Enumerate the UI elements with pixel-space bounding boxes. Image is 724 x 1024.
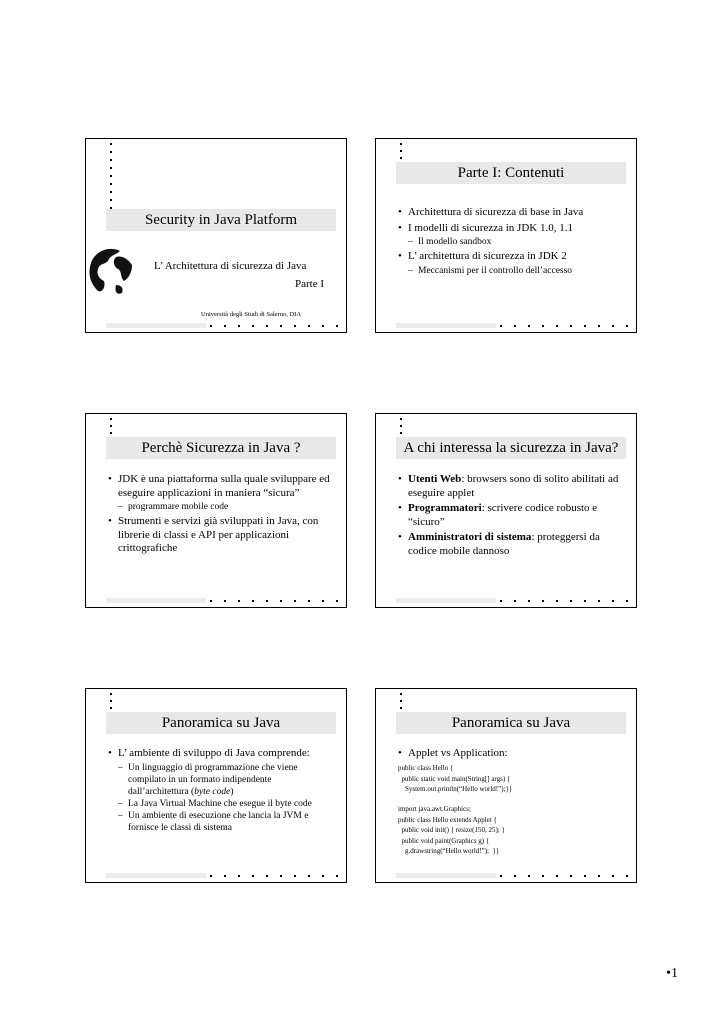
slide-title: A chi interessa la sicurezza in Java? — [403, 440, 619, 456]
sub-item: – Meccanismi per il controllo dell’accesso — [408, 265, 622, 277]
slide-2 — [375, 138, 637, 333]
bullet-item: • Utenti Web: browsers sono di solito abilitati ad eseguire applet — [396, 473, 622, 500]
footer-bar — [106, 598, 206, 603]
slide-4 — [375, 413, 637, 608]
bullet-item: • Programmatori: scrivere codice robusto e “sicuro” — [396, 502, 622, 529]
slide-3 — [85, 413, 347, 608]
footer-dots — [210, 875, 338, 878]
slide-1 — [85, 138, 347, 333]
page-number: •1 — [666, 966, 678, 981]
vertical-dots — [110, 693, 113, 714]
sub-item: – Il modello sandbox — [408, 236, 622, 248]
sub-item: – Un ambiente di esecuzione che lancia la JVM e fornisce le classi di sistema — [118, 810, 332, 834]
globe-icon — [86, 243, 134, 299]
bullet-item: • Applet vs Application: — [396, 747, 622, 761]
bullet-list — [106, 747, 332, 836]
footer-bar — [396, 598, 496, 603]
bullet-item: • Amministratori di sistema: proteggersi da codice mobile dannoso — [396, 531, 622, 558]
slide-6 — [375, 688, 637, 883]
part-label: Parte I — [294, 278, 324, 290]
footer-dots — [210, 325, 338, 328]
sub-item: – programmare mobile code — [118, 501, 332, 513]
bullet-item: • Architettura di sicurezza di base in Java — [396, 206, 622, 220]
bullet-item: • Strumenti e servizi già sviluppati in Java, con librerie di classi e API per applicazioni crittografiche — [106, 515, 332, 556]
bullet-item: • L’ architettura di sicurezza in JDK 2 – Meccanismi per il controllo dell’accesso — [396, 250, 622, 277]
slide-title: Panoramica su Java — [161, 715, 281, 731]
code-block: public class Hello { public static void main(String[] args) { System.out.println(“Hello world!”);}} — [398, 764, 513, 793]
slide-title: Parte I: Contenuti — [457, 165, 565, 181]
footer-dots — [500, 875, 628, 878]
footer-dots — [210, 600, 338, 603]
bullet-item: • I modelli di sicurezza in JDK 1.0, 1.1 – Il modello sandbox — [396, 222, 622, 249]
vertical-dots — [400, 418, 403, 439]
footer-bar — [396, 873, 496, 878]
footer-bar — [396, 323, 496, 328]
footer-bar — [106, 323, 206, 328]
vertical-dots — [400, 693, 403, 714]
university-label: Università degli Studi di Salerno, DIA — [201, 311, 302, 318]
bullet-list — [396, 747, 622, 763]
bullet-item: • L’ ambiente di sviluppo di Java comprende: – Un linguaggio di programmazione che viene compilato in un formato indipendente dall’architettura (byte code) – La Java Virtual Machine che esegue il byte code – Un ambiente di esecuzione che lancia la JVM e fornisce le classi di sistema — [106, 747, 332, 834]
footer-dots — [500, 325, 628, 328]
vertical-dots — [110, 143, 113, 215]
bullet-list — [396, 206, 622, 279]
sub-item: – Un linguaggio di programmazione che viene compilato in un formato indipendente dall’architettura (byte code) — [118, 762, 332, 798]
bullet-item: • JDK è una piattaforma sulla quale sviluppare ed eseguire applicazioni in maniera “sicura” – programmare mobile code — [106, 473, 332, 513]
sub-item: – La Java Virtual Machine che esegue il byte code — [118, 798, 332, 810]
vertical-dots — [110, 418, 113, 439]
slide-subtitle: L’ Architettura di sicurezza di Java — [154, 260, 307, 272]
bullet-list — [106, 473, 332, 558]
code-block: import java.awt.Graphics; public class Hello extends Applet { public void init() { resize(150, 25); } public void paint(Graphics g) { g.drawstring(“Hello world!”); }} — [398, 805, 505, 855]
slide-title: Perchè Sicurezza in Java ? — [141, 440, 301, 456]
bullet-list — [396, 473, 622, 560]
slide-5 — [85, 688, 347, 883]
slide-title: Security in Java Platform — [144, 212, 298, 228]
vertical-dots — [400, 143, 403, 164]
slide-title: Panoramica su Java — [451, 715, 571, 731]
footer-dots — [500, 600, 628, 603]
footer-bar — [106, 873, 206, 878]
